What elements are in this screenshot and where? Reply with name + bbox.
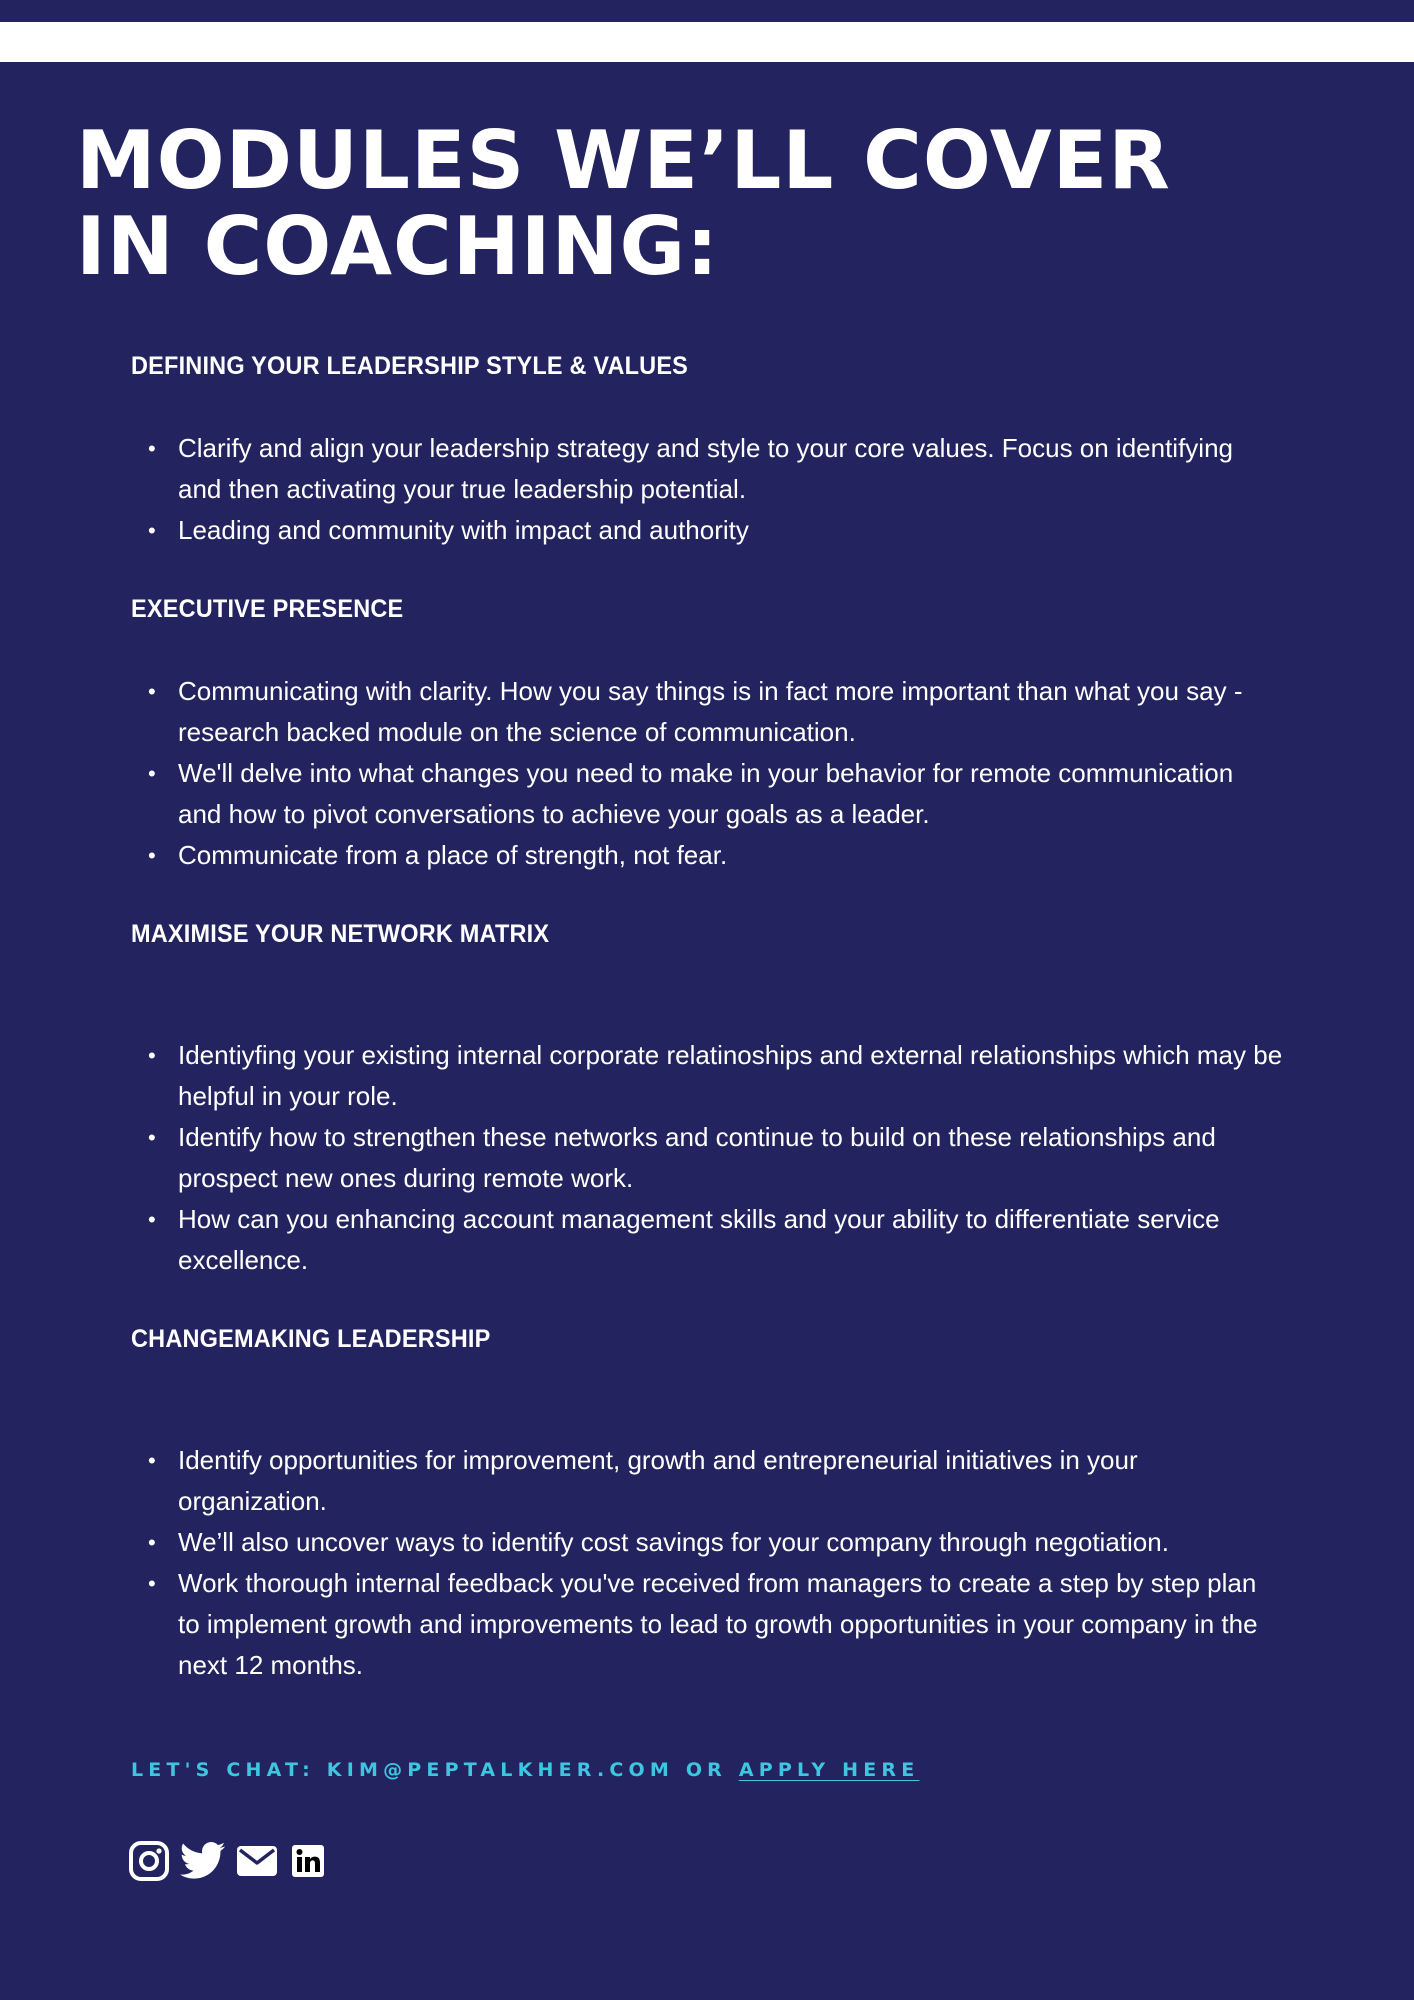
section-heading-executive-presence: EXECUTIVE PRESENCE xyxy=(131,595,404,623)
social-icons-row xyxy=(128,1838,338,1884)
header-white-band xyxy=(0,22,1414,62)
bullet-list-leadership-style xyxy=(131,428,1261,551)
list-item: • Communicating with clarity. How you say things is in fact more important than what you say - research backed module on the science of communication. xyxy=(178,671,1283,753)
section-heading-network-matrix: MAXIMISE YOUR NETWORK MATRIX xyxy=(131,920,550,948)
page-title-line-2: IN COACHING: xyxy=(76,200,720,293)
linkedin-icon[interactable] xyxy=(288,1841,328,1881)
instagram-icon[interactable] xyxy=(128,1840,170,1882)
page-title xyxy=(76,114,1176,293)
list-item: • How can you enhancing account management skills and your ability to differentiate service excellence. xyxy=(178,1199,1283,1281)
email-icon[interactable] xyxy=(236,1844,278,1878)
section-heading-leadership-style: DEFINING YOUR LEADERSHIP STYLE & VALUES xyxy=(131,352,689,380)
twitter-icon[interactable] xyxy=(180,1841,226,1881)
list-item: • Identiyfing your existing internal corporate relatinoships and external relationships which may be helpful in your role. xyxy=(178,1035,1283,1117)
contact-email-text: LET'S CHAT: KIM@PEPTALKHER.COM OR xyxy=(131,1759,739,1781)
bullet-list-executive-presence xyxy=(131,671,1261,876)
bullet-list-changemaking-leadership xyxy=(131,1440,1261,1686)
list-item: • We’ll also uncover ways to identify cost savings for your company through negotiation. xyxy=(178,1522,1283,1563)
section-heading-changemaking-leadership: CHANGEMAKING LEADERSHIP xyxy=(131,1325,491,1353)
top-band xyxy=(0,0,1414,22)
bullet-list-network-matrix xyxy=(131,1035,1283,1281)
contact-line xyxy=(131,1759,919,1781)
list-item: • Clarify and align your leadership strategy and style to your core values. Focus on identifying and then activating your true leadership potential. xyxy=(178,428,1283,510)
list-item: • We'll delve into what changes you need to make in your behavior for remote communication and how to pivot conversations to achieve your goals as a leader. xyxy=(178,753,1283,835)
apply-here-link[interactable]: APPLY HERE xyxy=(738,1759,920,1781)
list-item: • Communicate from a place of strength, not fear. xyxy=(178,835,1283,876)
list-item: • Leading and community with impact and authority xyxy=(178,510,1283,551)
list-item: • Identify how to strengthen these networks and continue to build on these relationships and prospect new ones during remote work. xyxy=(178,1117,1283,1199)
list-item: • Identify opportunities for improvement, growth and entrepreneurial initiatives in your organization. xyxy=(178,1440,1283,1522)
page-title-line-1: MODULES WE’LL COVER xyxy=(76,114,1171,207)
modules-content xyxy=(131,348,1283,1686)
list-item: • Work thorough internal feedback you've received from managers to create a step by step plan to implement growth and improvements to lead to growth opportunities in your company in the next 12 months. xyxy=(178,1563,1283,1686)
